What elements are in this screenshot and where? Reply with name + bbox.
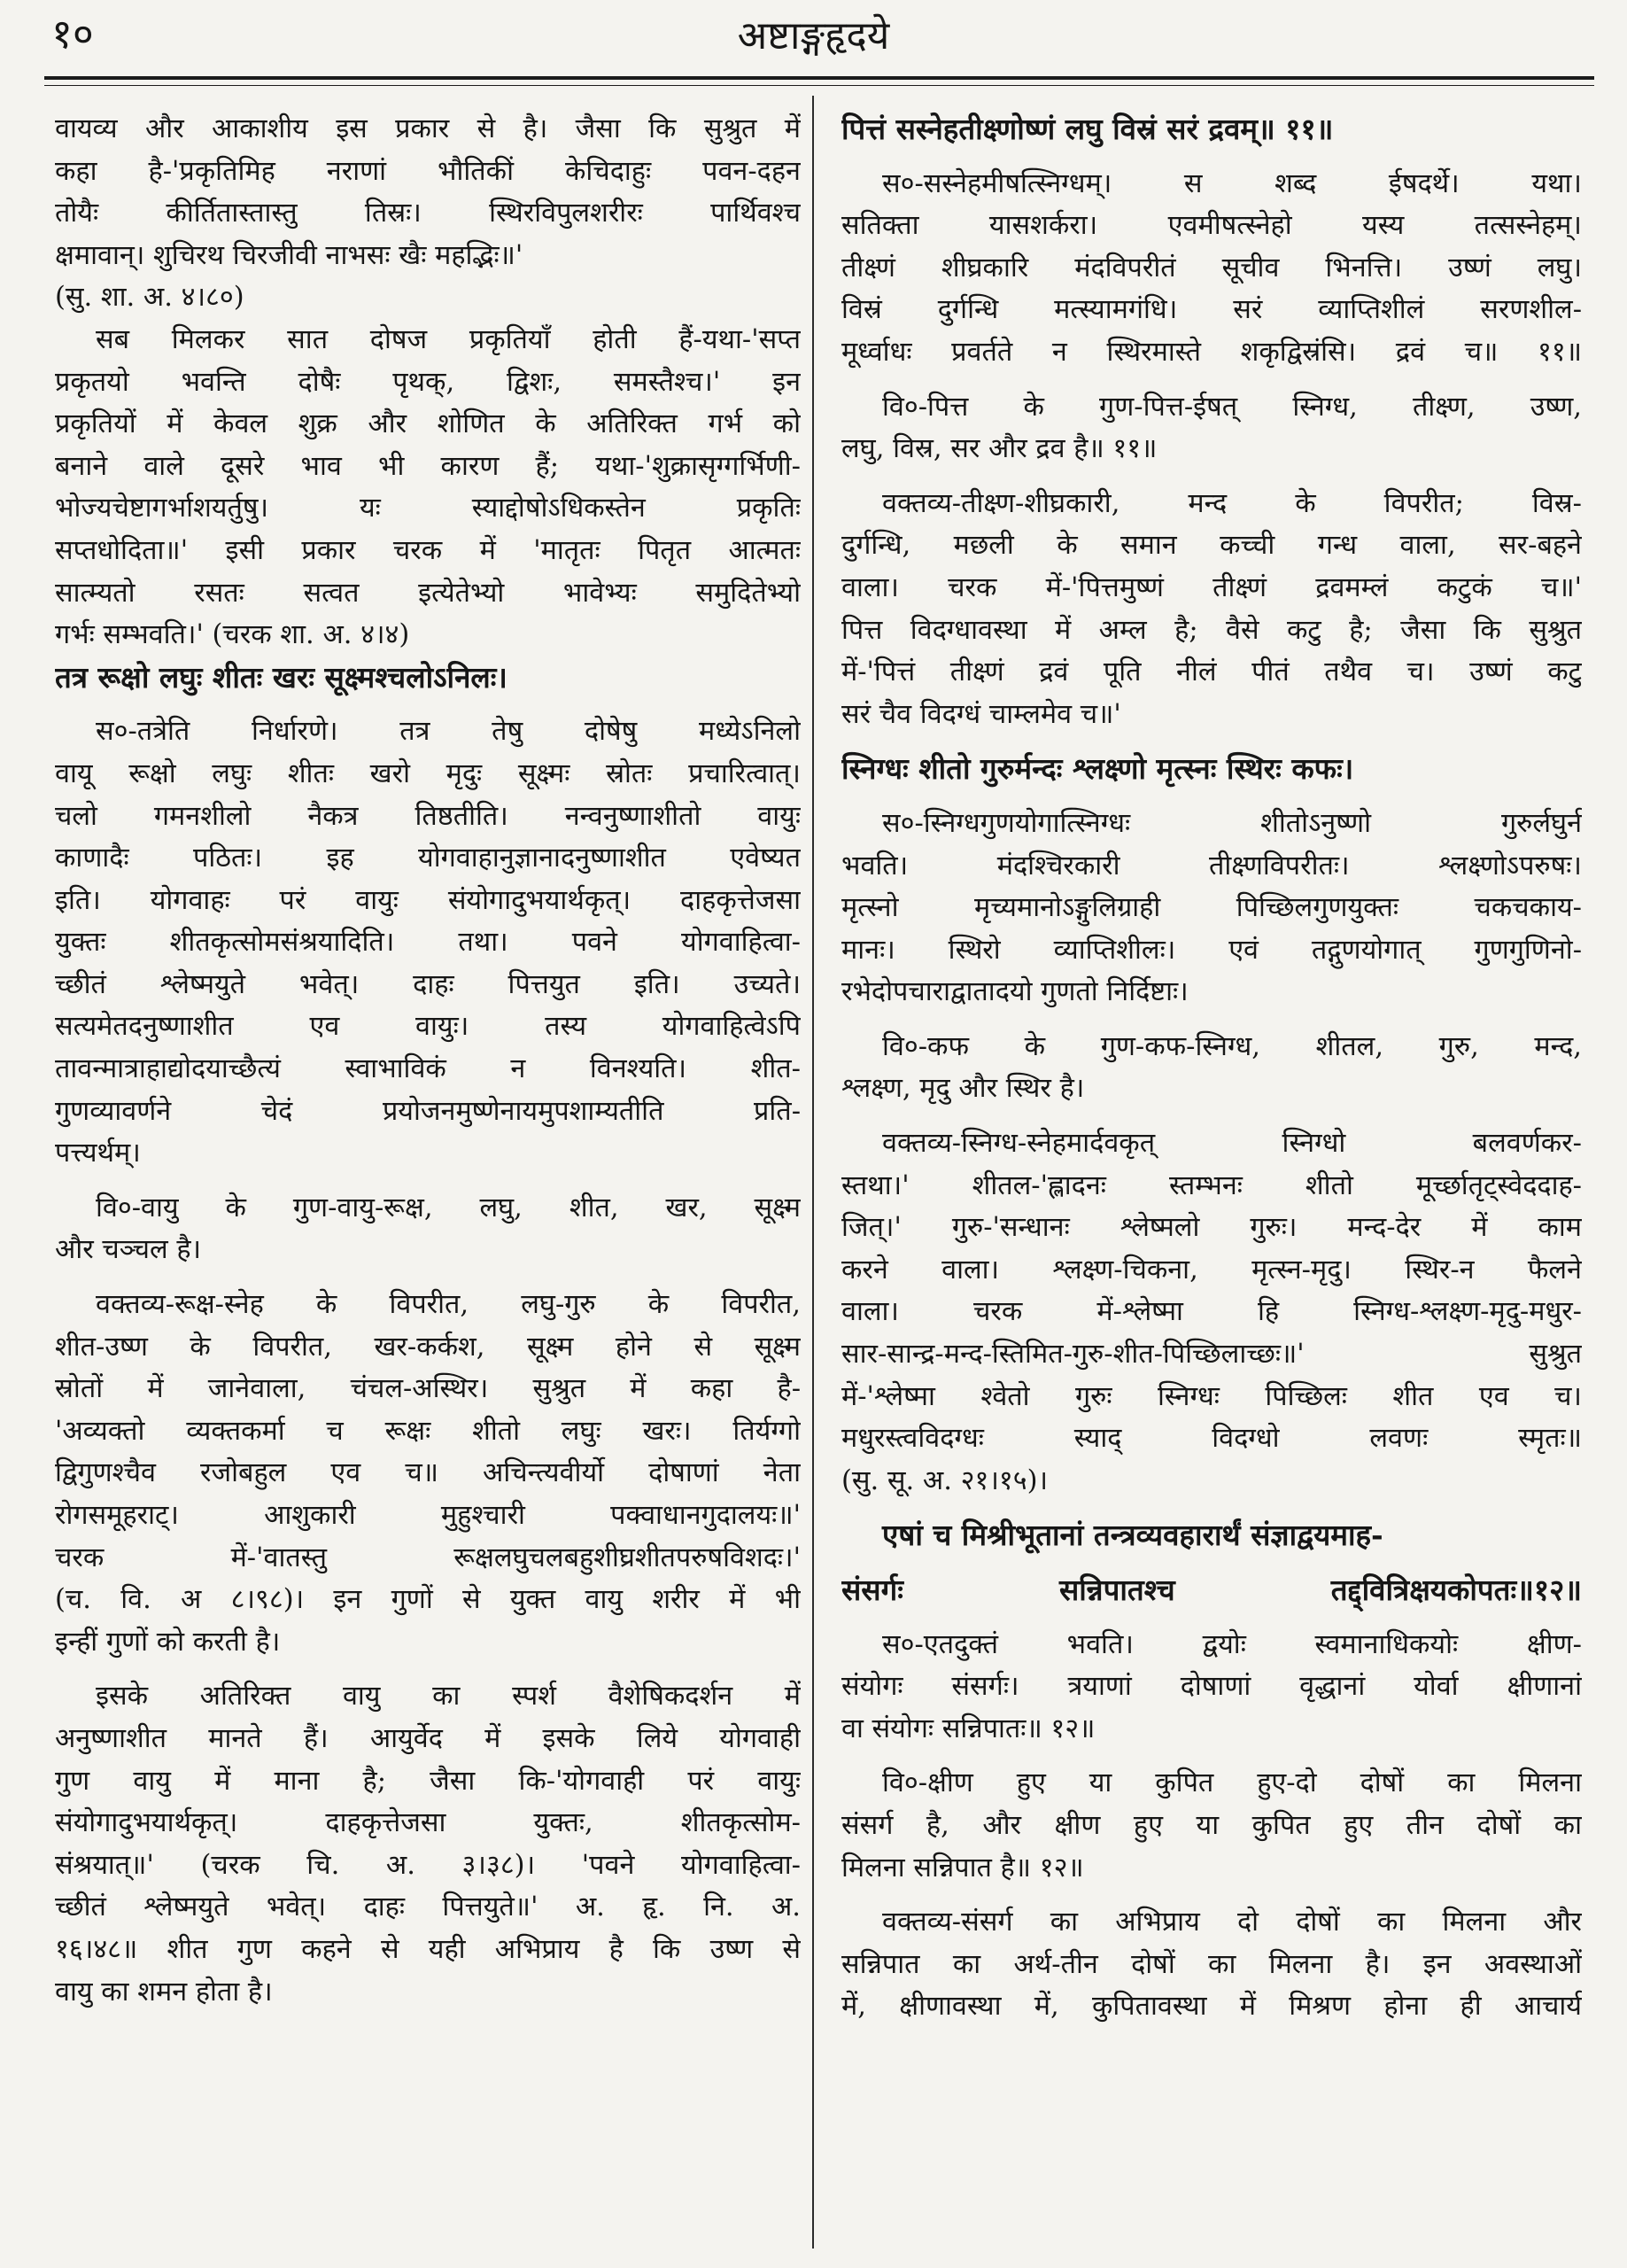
text-line: प्रकृतियों में केवल शुक्र और शोणित के अतिरिक्त गर्भ को bbox=[55, 408, 801, 440]
text-line: तावन्मात्राहाद्योदयाच्छैत्यं स्वाभाविकं न विनश्यति। शीत- bbox=[55, 1053, 801, 1085]
page-number: १० bbox=[51, 10, 94, 58]
text-line: स०-सस्नेहमीषत्स्निग्धम्। स शब्द ईषदर्थे। यथा। bbox=[882, 167, 1582, 199]
text-line: संसर्ग है, और क्षीण हुए या कुपित हुए तीन दोषों का bbox=[841, 1809, 1582, 1841]
paragraph-gap bbox=[841, 735, 1582, 748]
text-line: वक्तव्य-तीक्ष्ण-शीघ्रकारी, मन्द के विपरीत; विस्र- bbox=[882, 487, 1582, 519]
text-line: सब मिलकर सात दोषज प्रकृतियाँ होती हैं-यथा-'सप्त bbox=[96, 323, 801, 355]
text-line: वि०-वायु के गुण-वायु-रूक्ष, लघु, शीत, खर, सूक्ष्म bbox=[96, 1192, 801, 1223]
text-line: करने वाला। श्लक्ष्ण-चिकना, मृत्स्न-मृदु। स्थिर-न फैलने bbox=[841, 1254, 1582, 1285]
text-line: बनाने वाले दूसरे भाव भी कारण हैं; यथा-'शुक्रासृग्गर्भिणी- bbox=[55, 450, 801, 482]
paragraph-gap bbox=[841, 151, 1582, 163]
text-line: पत्त्यर्थम्। bbox=[55, 1138, 141, 1169]
text-line: क्षमावान्। शुचिरथ चिरजीवी नाभसः खैः महद्भिः॥' bbox=[55, 239, 523, 271]
text-line: वाला। चरक में-'पित्तमुष्णं तीक्ष्णं द्रवमम्लं कटुकं च॥' bbox=[841, 571, 1582, 603]
text-line: चलो गमनशीलो नैकत्र तिष्ठतीति। नन्वनुष्णाशीतो वायुः bbox=[55, 800, 801, 832]
text-line: वि०-क्षीण हुए या कुपित हुए-दो दोषों का मिलना bbox=[882, 1767, 1582, 1799]
text-line: सप्तधोदिता॥' इसी प्रकार चरक में 'मातृतः पितृत आत्मतः bbox=[55, 534, 801, 566]
text-line: मृत्स्नो मृच्यमानोऽङ्गुलिग्राही पिच्छिलगुणयुक्तः चकचकाय- bbox=[841, 892, 1582, 924]
text-line: वक्तव्य-संसर्ग का अभिप्राय दो दोषों का मिलना और bbox=[882, 1907, 1582, 1938]
text-line: जित्।' गुरु-'सन्धानः श्लेष्मलो गुरुः। मन्द-देर में काम bbox=[841, 1212, 1582, 1244]
text-line: काणादैः पठितः। इह योगवाहानुज्ञानादनुष्णाशीत एवेष्यत bbox=[55, 843, 801, 874]
running-title: अष्टाङ्गहृदये bbox=[737, 13, 890, 58]
text-line: स०-एतदुक्तं भवति। द्वयोः स्वमानाधिकयोः क्षीण- bbox=[882, 1628, 1582, 1660]
text-line: लघु, विस्र, सर और द्रव है॥ ११॥ bbox=[841, 433, 1158, 465]
text-line: संयोगादुभयार्थकृत्। दाहकृत्तेजसा युक्तः, शीतकृत्सोम- bbox=[55, 1807, 801, 1839]
text-line: १६।४८॥ शीत गुण कहने से यही अभिप्राय है कि उष्ण से bbox=[55, 1933, 801, 1965]
text-line: भवति। मंदश्चिरकारी तीक्ष्णविपरीतः। श्लक्ष्णोऽपरुषः। bbox=[841, 850, 1582, 882]
text-line: प्रकृतयो भवन्ति दोषैः पृथक्, द्विशः, समस्तैश्च।' इन bbox=[55, 366, 801, 398]
text-line: मिलना सन्निपात है॥ १२॥ bbox=[841, 1852, 1084, 1884]
text-line: संश्रयात्॥' (चरक चि. अ. ३।३८)। 'पवने योगवाहित्वा- bbox=[55, 1849, 801, 1881]
text-line: सत्यमेतदनुष्णाशीत एव वायुः। तस्य योगवाहित्वेऽपि bbox=[55, 1011, 801, 1043]
header-rule-thin bbox=[44, 85, 1594, 86]
text-line: भोज्यचेष्टागर्भाशयर्तुषु। यः स्याद्दोषोऽधिकस्तेन प्रकृतिः bbox=[55, 493, 801, 524]
text-line: श्लक्ष्ण, मृदु और स्थिर है। bbox=[841, 1073, 1085, 1105]
paragraph-gap bbox=[841, 374, 1582, 386]
text-line: वक्तव्य-रूक्ष-स्नेह के विपरीत, लघु-गुरु के विपरीत, bbox=[96, 1289, 801, 1321]
text-line: रोगसमूहराट्। आशुकारी मुहुश्चारी पक्वाधानगुदालयः॥' bbox=[55, 1500, 801, 1531]
text-line: स्तथा।' शीतल-'ह्लादनः स्तम्भनः शीतो मूर्च्छातृट्स्वेददाह- bbox=[841, 1169, 1582, 1201]
text-line: पित्त विदग्धावस्था में अम्ल है; वैसे कटु है; जैसा कि सुश्रुत bbox=[841, 614, 1582, 646]
text-line: गुण वायु में माना है; जैसा कि-'योगवाही परं वायुः bbox=[55, 1765, 801, 1797]
text-line: कहा है-'प्रकृतिमिह नराणां भौतिकीं केचिदाहुः पवन-दहन bbox=[55, 155, 801, 187]
paragraph-gap bbox=[841, 1612, 1582, 1624]
text-line: (सु. शा. अ. ४।८०) bbox=[55, 282, 244, 314]
paragraph-gap bbox=[55, 698, 801, 711]
text-line: च्छीतं श्लेष्मयुते भवेत्। दाहः पित्तयुते॥' अ. हृ. नि. अ. bbox=[55, 1891, 801, 1923]
verse-line: एषां च मिश्रीभूतानां तन्त्रव्यवहारार्थं संज्ञाद्वयमाह- bbox=[882, 1518, 1383, 1553]
text-line: वायू रूक्षो लघुः शीतः खरो मृदुः सूक्ष्मः स्रोतः प्रचारित्वात्। bbox=[55, 757, 801, 789]
left-column bbox=[55, 108, 801, 2013]
paragraph-gap bbox=[55, 1663, 801, 1675]
header-rule-thick bbox=[44, 76, 1594, 80]
text-line: सात्म्यतो रसतः सत्वत इत्येतेभ्यो भावेभ्यः समुदितेभ्यो bbox=[55, 577, 801, 609]
text-line: संयोगः संसर्गः। त्रयाणां दोषाणां वृद्धानां योर्वा क्षीणानां bbox=[841, 1671, 1582, 1703]
paragraph-gap bbox=[55, 1175, 801, 1187]
text-line: (सु. सू. अ. २१।१५)। bbox=[841, 1464, 1049, 1496]
paragraph-gap bbox=[841, 790, 1582, 803]
text-line: वाला। चरक में-श्लेष्मा हि स्निग्ध-श्लक्ष्ण-मृदु-मधुर- bbox=[841, 1296, 1582, 1328]
paragraph-gap bbox=[841, 1502, 1582, 1514]
paragraph-gap bbox=[841, 1750, 1582, 1762]
text-line: रभेदोपचाराद्वातादयो गुणतो निर्दिष्टाः। bbox=[841, 976, 1189, 1008]
paragraph-gap bbox=[841, 1889, 1582, 1901]
text-line: में-'श्लेष्मा श्वेतो गुरुः स्निग्धः पिच्छिलः शीत एव च। bbox=[841, 1380, 1582, 1412]
text-line: तोयैः कीर्तितास्तास्तु तिस्रः। स्थिरविपुलशरीरः पार्थिवश्च bbox=[55, 198, 801, 229]
verse-line: स्निग्धः शीतो गुरुर्मन्दः श्लक्ष्णो मृत्स्नः स्थिरः कफः। bbox=[841, 751, 1354, 787]
paragraph-gap bbox=[55, 1271, 801, 1284]
text-line: विस्रं दुर्गन्धि मत्स्यामगंधि। सरं व्याप्तिशीलं सरणशील- bbox=[841, 294, 1582, 326]
verse-line: तत्र रूक्षो लघुः शीतः खरः सूक्ष्मश्चलोऽनिलः। bbox=[55, 659, 507, 695]
text-line: वायव्य और आकाशीय इस प्रकार से है। जैसा कि सुश्रुत में bbox=[55, 113, 801, 144]
paragraph-gap bbox=[841, 1014, 1582, 1026]
text-line: चरक में-'वातस्तु रूक्षलघुचलबहुशीघ्रशीतपरुषविशदः।' bbox=[55, 1542, 801, 1573]
text-line: वक्तव्य-स्निग्ध-स्नेहमार्दवकृत् स्निग्धो बलवर्णकर- bbox=[882, 1128, 1582, 1160]
column-divider bbox=[812, 96, 814, 2249]
verse-line: संसर्गः सन्निपातश्च तद्द्वित्रिक्षयकोपतः॥१२॥ bbox=[841, 1573, 1582, 1607]
text-line: वायु का शमन होता है। bbox=[55, 1976, 273, 2008]
text-line: में-'पित्तं तीक्ष्णं द्रवं पूति नीलं पीतं तथैव च। उष्णं कटु bbox=[841, 656, 1582, 688]
text-line: द्विगुणश्चैव रजोबहुल एव च॥ अचिन्त्यवीर्यो दोषाणां नेता bbox=[55, 1457, 801, 1489]
text-line: सार-सान्द्र-मन्द-स्तिमित-गुरु-शीत-पिच्छिलाच्छः॥' सुश्रुत bbox=[841, 1339, 1582, 1371]
paragraph-gap bbox=[841, 1557, 1582, 1569]
text-line: मानः। स्थिरो व्याप्तिशीलः। एवं तद्गुणयोगात् गुणगुणिनो- bbox=[841, 934, 1582, 966]
right-column bbox=[841, 108, 1582, 2028]
text-line: और चञ्चल है। bbox=[55, 1234, 202, 1266]
text-line: च्छीतं श्लेष्मयुते भवेत्। दाहः पित्तयुत इति। उच्यते। bbox=[55, 968, 801, 1000]
paragraph-gap bbox=[841, 1110, 1582, 1122]
text-line: सतिक्ता यासशर्करा। एवमीषत्स्नेहो यस्य तत्सस्नेहम्। bbox=[841, 210, 1582, 242]
text-line: गुणव्यावर्णने चेदं प्रयोजनमुष्णेनायमुपशाम्यतीति प्रति- bbox=[55, 1095, 801, 1127]
verse-line: पित्तं सस्नेहतीक्ष्णोष्णं लघु विस्रं सरं द्रवम्॥ ११॥ bbox=[841, 112, 1334, 146]
text-line: वि०-पित्त के गुण-पित्त-ईषत् स्निग्ध, तीक्ष्ण, उष्ण, bbox=[882, 391, 1582, 423]
text-line: इसके अतिरिक्त वायु का स्पर्श वैशेषिकदर्शन में bbox=[96, 1681, 801, 1713]
text-line: (च. वि. अ ८।९८)। इन गुणों से युक्त वायु शरीर में भी bbox=[55, 1584, 801, 1616]
text-line: वि०-कफ के गुण-कफ-स्निग्ध, शीतल, गुरु, मन्द, bbox=[882, 1030, 1582, 1062]
paragraph-gap bbox=[841, 470, 1582, 483]
text-line: स०-स्निग्धगुणयोगात्स्निग्धः शीतोऽनुष्णो गुरुर्लघुर्न bbox=[882, 807, 1582, 839]
text-line: में, क्षीणावस्था में, कुपितावस्था में मिश्रण होना ही आचार्य bbox=[841, 1991, 1582, 2023]
text-line: मूर्ध्वाधः प्रवर्तते न स्थिरमास्ते शकृद्विस्रंसि। द्रवं च॥ ११॥ bbox=[841, 336, 1582, 368]
text-line: दुर्गन्धि, मछली के समान कच्ची गन्ध वाला, सर-बहने bbox=[841, 530, 1582, 562]
text-line: शीत-उष्ण के विपरीत, खर-कर्कश, सूक्ष्म होने से सूक्ष्म bbox=[55, 1331, 801, 1363]
text-line: गर्भः सम्भवति।' (चरक शा. अ. ४।४) bbox=[55, 619, 410, 651]
text-line: सरं चैव विदग्धं चाम्लमेव च॥' bbox=[841, 698, 1121, 730]
text-line: इन्हीं गुणों को करती है। bbox=[55, 1626, 281, 1658]
text-line: अनुष्णाशीत मानते हैं। आयुर्वेद में इसके लिये योगवाही bbox=[55, 1722, 801, 1754]
text-line: स०-तत्रेति निर्धारणे। तत्र तेषु दोषेषु मध्येऽनिलो bbox=[96, 716, 801, 748]
text-line: स्रोतों में जानेवाला, चंचल-अस्थिर। सुश्रुत में कहा है- bbox=[55, 1373, 801, 1405]
text-line: तीक्ष्णं शीघ्रकारि मंदविपरीतं सूचीव भिनत्ति। उष्णं लघु। bbox=[841, 252, 1582, 284]
text-line: वा संयोगः सन्निपातः॥ १२॥ bbox=[841, 1713, 1096, 1744]
text-line: युक्तः शीतकृत्सोमसंश्रयादिति। तथा। पवने योगवाहित्वा- bbox=[55, 927, 801, 959]
text-line: मधुरस्त्वविदग्धः स्याद् विदग्धो लवणः स्मृतः॥ bbox=[841, 1423, 1582, 1455]
text-line: सन्निपात का अर्थ-तीन दोषों का मिलना है। इन अवस्थाओं bbox=[841, 1948, 1582, 1980]
text-line: 'अव्यक्तो व्यक्तकर्मा च रूक्षः शीतो लघुः खरः। तिर्यग्गो bbox=[55, 1415, 801, 1447]
text-line: इति। योगवाहः परं वायुः संयोगादुभयार्थकृत्। दाहकृत्तेजसा bbox=[55, 884, 801, 916]
